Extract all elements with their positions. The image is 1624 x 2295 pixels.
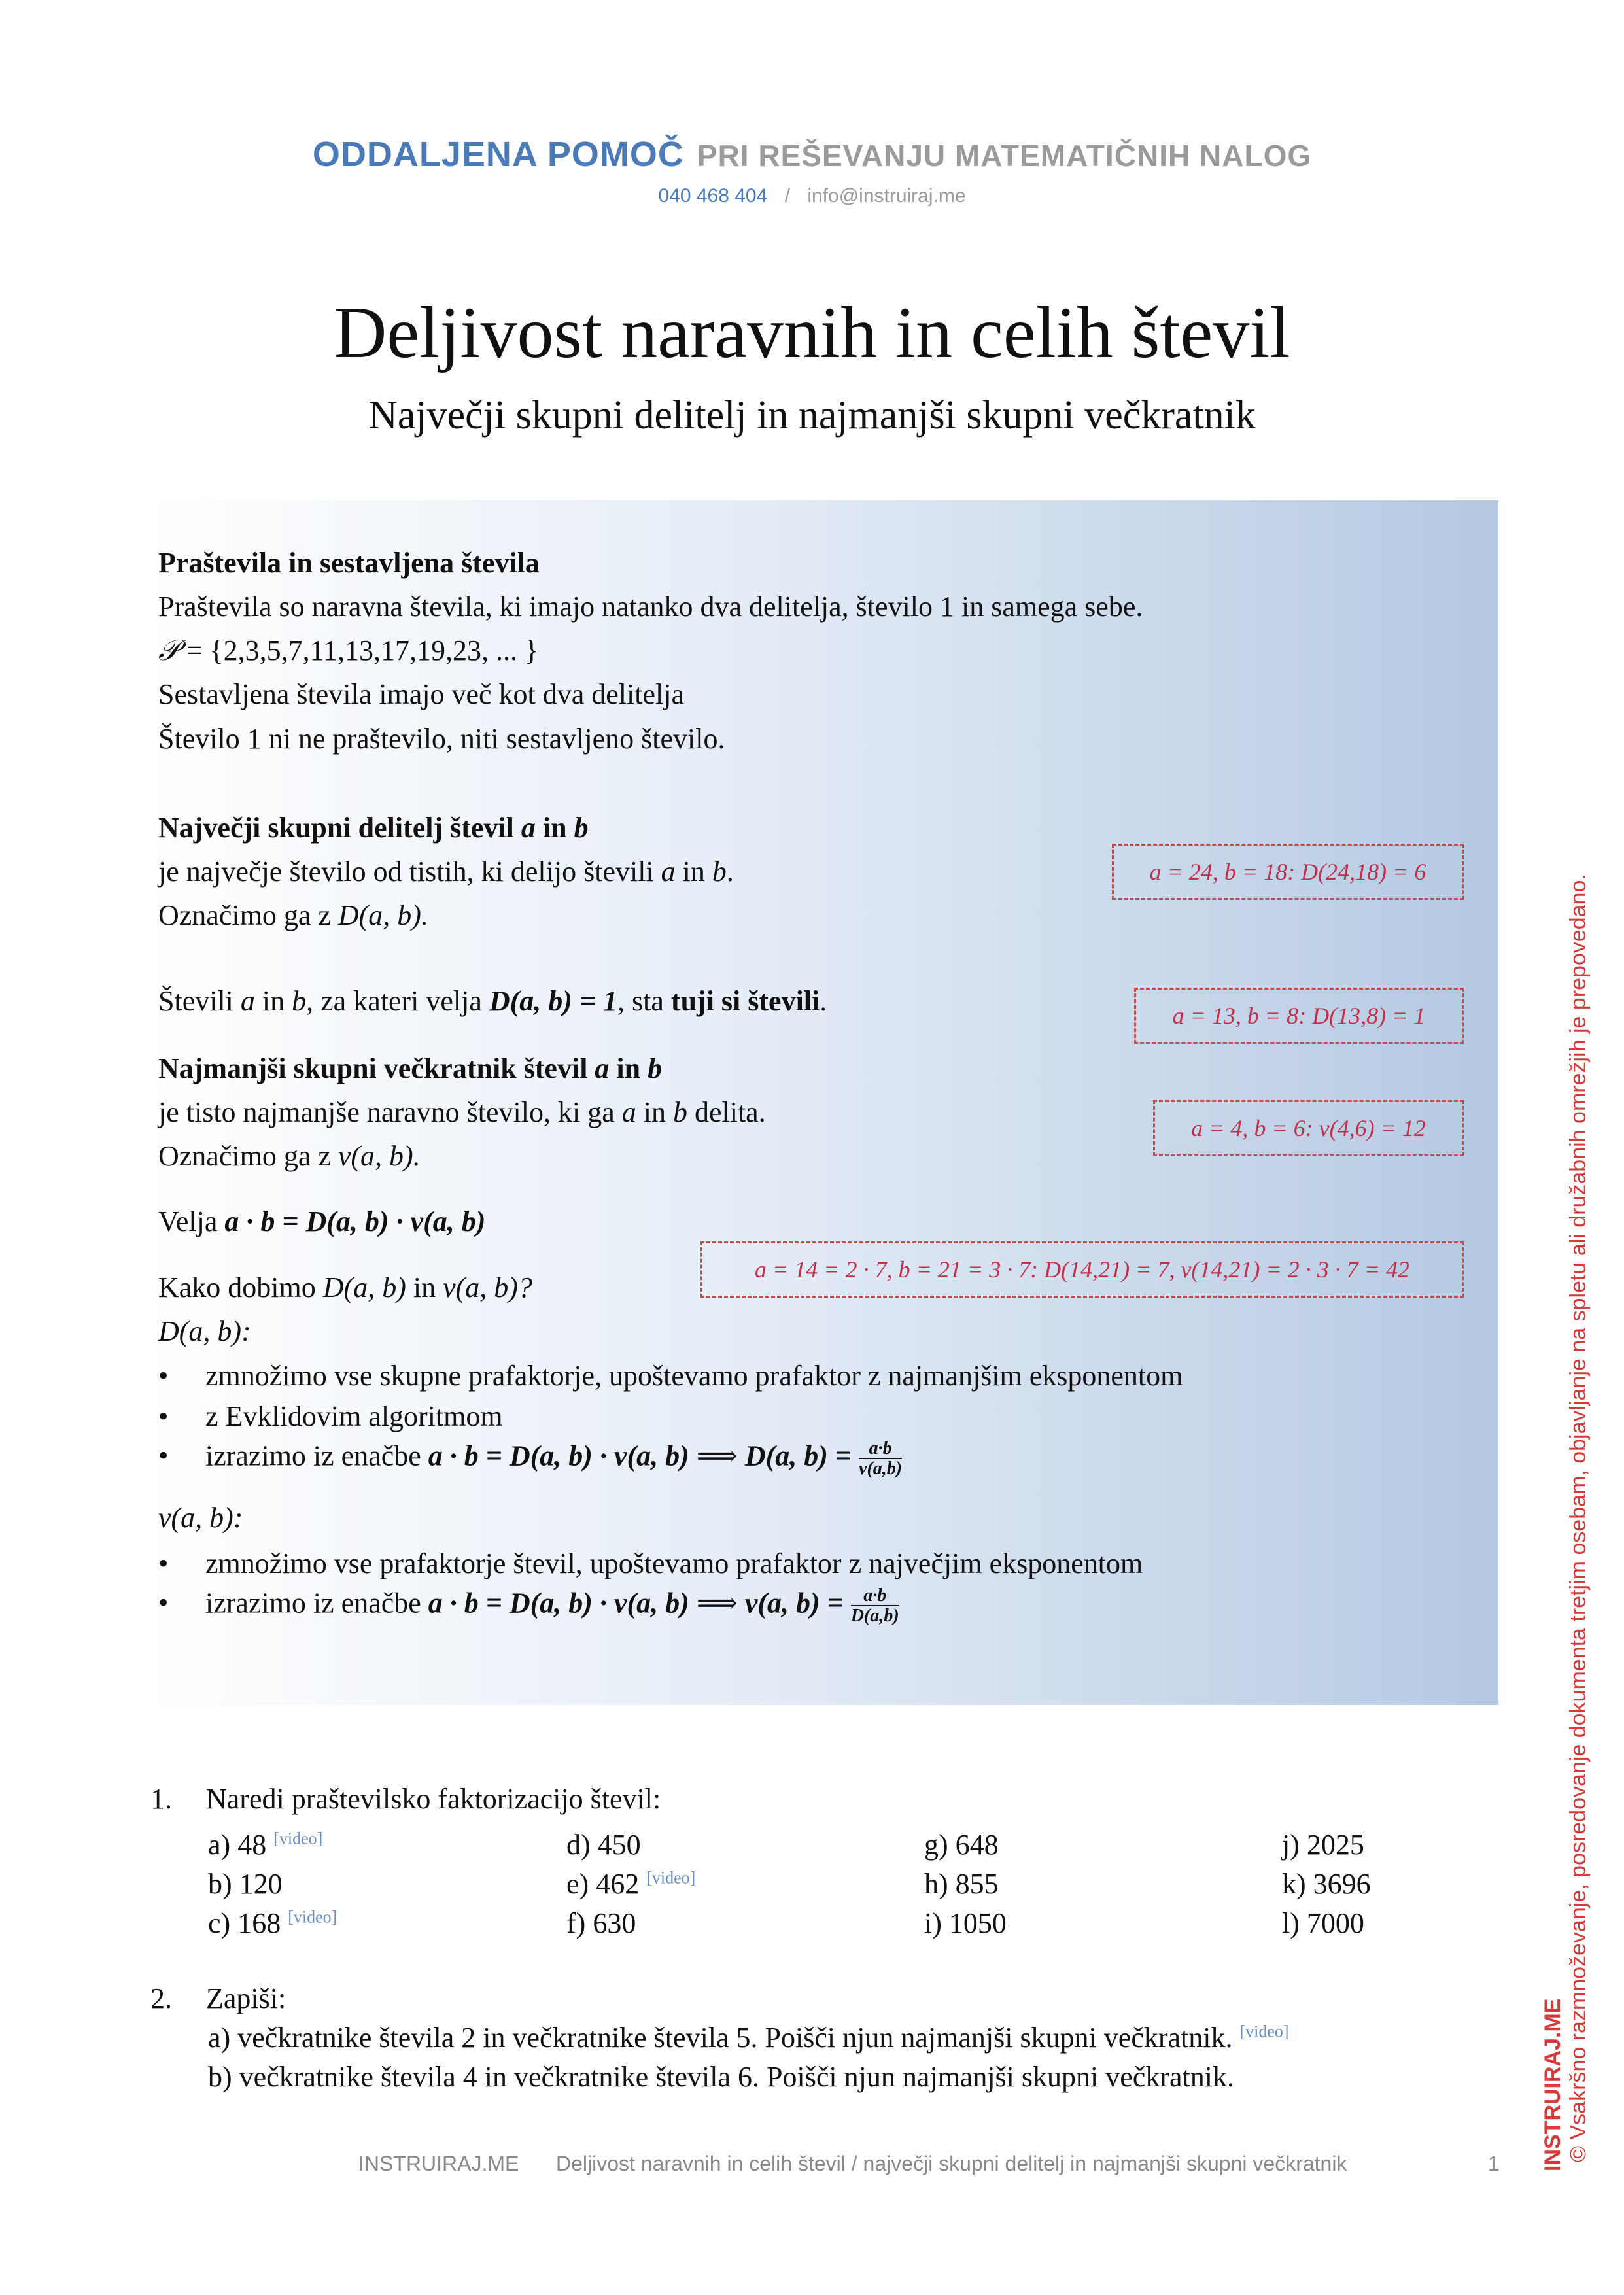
exercise-1-item-f bbox=[566, 1907, 636, 1941]
item-label: h) bbox=[924, 1868, 948, 1900]
sidebar-brand: INSTRUIRAJ.ME bbox=[1540, 1998, 1565, 2171]
header-phone[interactable]: 040 468 404 bbox=[658, 185, 768, 207]
exercise-1-item-d bbox=[566, 1828, 641, 1863]
item-value: 855 bbox=[955, 1868, 999, 1900]
item-value: 7000 bbox=[1306, 1907, 1364, 1939]
relation-formula: a · b = D(a, b) · v(a, b) bbox=[224, 1205, 486, 1237]
implies-arrow: ⟹ bbox=[696, 1440, 738, 1472]
express-text: izrazimo iz enačbe bbox=[205, 1440, 421, 1472]
video-link[interactable]: [video] bbox=[288, 1907, 337, 1927]
relation-formula: a · b = D(a, b) · v(a, b) bbox=[428, 1587, 689, 1619]
lcm-symbol: v(a, b). bbox=[337, 1140, 421, 1172]
item-label: e) bbox=[566, 1868, 589, 1900]
gcd-method-2-text: z Evklidovim algoritmom bbox=[205, 1400, 503, 1432]
item-text: večkratnike števila 4 in večkratnike števila 6. Poišči njun najmanjši skupni večkratnik. bbox=[239, 2061, 1234, 2093]
lcm-heading-text: Najmanjši skupni večkratnik števil bbox=[158, 1052, 588, 1084]
velja-text: Velja bbox=[158, 1205, 218, 1237]
bullet: • bbox=[158, 1360, 169, 1392]
primes-definition: Praštevila so naravna števila, ki imajo natanko dva delitelja, število 1 in samega sebe. bbox=[158, 591, 1143, 623]
exercise-1-item-c bbox=[208, 1907, 337, 1941]
lcm-notation-text: Označimo ga z bbox=[158, 1140, 331, 1172]
word-in: in bbox=[616, 1052, 641, 1084]
exercise-2-number: 2. bbox=[150, 1982, 172, 2014]
gcd-fraction-den: v(a,b) bbox=[859, 1458, 903, 1479]
var-b: b bbox=[712, 855, 727, 888]
lcm-method-2-content bbox=[205, 1586, 899, 1626]
lcm-fraction-num: a·b bbox=[851, 1586, 899, 1606]
lcm-method-2 bbox=[158, 1585, 899, 1627]
gcd-notation bbox=[158, 899, 428, 933]
lcm-def-text: je tisto najmanjše naravno število, ki ga bbox=[158, 1096, 615, 1128]
page-subtitle: Največji skupni delitelj in najmanjši skupni večkratnik bbox=[368, 393, 1256, 438]
item-value: 462 bbox=[596, 1868, 640, 1900]
how-question-d: D(a, b) bbox=[322, 1271, 406, 1303]
composite-definition: Sestavljena števila imajo več kot dva delitelja bbox=[158, 678, 684, 710]
item-label: d) bbox=[566, 1829, 591, 1861]
relation-formula: a · b = D(a, b) · v(a, b) bbox=[428, 1440, 689, 1472]
example-gcd-24-18: a = 24, b = 18: D(24,18) = 6 bbox=[1112, 844, 1464, 900]
bullet: • bbox=[158, 1400, 169, 1432]
primes-set-values: = {2,3,5,7,11,13,17,19,23, ... } bbox=[186, 634, 539, 666]
header-title bbox=[0, 134, 1624, 175]
how-question-text: Kako dobimo bbox=[158, 1271, 316, 1303]
word-in: in bbox=[643, 1096, 666, 1128]
item-value: 168 bbox=[237, 1907, 281, 1939]
exercise-2-text: Zapiši: bbox=[206, 1982, 286, 2014]
var-b: b bbox=[292, 985, 307, 1017]
implies-arrow: ⟹ bbox=[696, 1587, 738, 1619]
page-title: Deljivost naravnih in celih števil bbox=[334, 292, 1290, 373]
exercise-1-item-e bbox=[566, 1867, 695, 1902]
example-lcm-4-6: a = 4, b = 6: v(4,6) = 12 bbox=[1153, 1100, 1464, 1156]
word-in: in bbox=[542, 812, 567, 844]
item-label: b) bbox=[208, 1868, 232, 1900]
coprime-text-3: , sta bbox=[617, 985, 664, 1017]
express-text: izrazimo iz enačbe bbox=[205, 1587, 421, 1619]
var-b: b bbox=[672, 1096, 687, 1128]
item-label: c) bbox=[208, 1907, 231, 1939]
lcm-definition bbox=[158, 1096, 766, 1130]
header-separator: / bbox=[784, 185, 790, 207]
item-value: 1050 bbox=[948, 1907, 1007, 1939]
video-link[interactable]: [video] bbox=[646, 1868, 696, 1888]
exercise-1-item-j bbox=[1282, 1828, 1364, 1863]
bullet: • bbox=[158, 1587, 169, 1619]
relation bbox=[158, 1205, 485, 1239]
one-note: Število 1 ni ne praštevilo, niti sestavljeno število. bbox=[158, 723, 725, 755]
item-label: a) bbox=[208, 2022, 231, 2054]
primes-set bbox=[158, 634, 538, 668]
exercise-2-item-a bbox=[208, 2021, 1289, 2056]
footer-page-number: 1 bbox=[1488, 2152, 1500, 2175]
var-a: a bbox=[240, 985, 255, 1017]
word-in: in bbox=[262, 985, 285, 1017]
item-value: 120 bbox=[239, 1868, 283, 1900]
exercise-1-text: Naredi praštevilsko faktorizacijo števil: bbox=[206, 1783, 661, 1815]
lcm-notation bbox=[158, 1139, 421, 1174]
sidebar-notice bbox=[1540, 831, 1593, 2171]
how-question bbox=[158, 1271, 532, 1305]
lcm-fraction-den: D(a,b) bbox=[850, 1606, 899, 1627]
video-link[interactable]: [video] bbox=[1239, 2022, 1289, 2041]
exercise-1-item-h bbox=[924, 1867, 999, 1902]
example-gcd-lcm-14-21: a = 14 = 2 · 7, b = 21 = 3 · 7: D(14,21) = 7, v(14,21) = 2 · 3 · 7 = 42 bbox=[700, 1241, 1464, 1298]
exercise-1-item-i bbox=[924, 1907, 1007, 1941]
exercise-1-item-a bbox=[208, 1828, 322, 1863]
item-label: f) bbox=[566, 1907, 586, 1939]
footer-doc-title: Deljivost naravnih in celih števil / največji skupni delitelj in najmanjši skupni večkratnik bbox=[556, 2152, 1347, 2175]
coprime-formula: D(a, b) = 1 bbox=[489, 985, 618, 1017]
var-a: a bbox=[595, 1052, 610, 1084]
item-value: 3696 bbox=[1313, 1868, 1371, 1900]
video-link[interactable]: [video] bbox=[273, 1829, 323, 1848]
gcd-def-text: je največje število od tistih, ki delijo števili bbox=[158, 855, 654, 888]
gcd-symbol: D(a, b). bbox=[337, 899, 428, 931]
how-question-v: v(a, b)? bbox=[443, 1271, 532, 1303]
gcd-definition: je največje število od tistih, ki delijo števili a in b. bbox=[158, 855, 734, 888]
gcd-method-3 bbox=[158, 1438, 903, 1479]
bullet: • bbox=[158, 1547, 169, 1579]
example-gcd-13-8: a = 13, b = 8: D(13,8) = 1 bbox=[1134, 988, 1464, 1044]
item-label: l) bbox=[1282, 1907, 1300, 1939]
gcd-method-1 bbox=[158, 1359, 1183, 1394]
coprime-text-1: Števili bbox=[158, 985, 233, 1017]
gcd-fraction bbox=[859, 1439, 902, 1479]
item-label: j) bbox=[1282, 1829, 1300, 1861]
exercise-1-item-b bbox=[208, 1867, 283, 1902]
var-b: b bbox=[648, 1052, 663, 1084]
item-label: a) bbox=[208, 1829, 231, 1861]
gcd-notation-text: Označimo ga z bbox=[158, 899, 331, 931]
lcm-method-1 bbox=[158, 1547, 1143, 1581]
lcm-methods-label: v(a, b): bbox=[158, 1502, 243, 1534]
gcd-formula: D(a, b) = bbox=[744, 1440, 852, 1472]
gcd-heading-text: Največji skupni delitelj števil bbox=[158, 812, 514, 844]
gcd-heading bbox=[158, 811, 589, 846]
lcm-def-text-2: delita. bbox=[694, 1096, 766, 1128]
bullet: • bbox=[158, 1440, 169, 1472]
header-title-bold: ODDALJENA POMOČ bbox=[312, 135, 684, 174]
word-in: in bbox=[682, 855, 705, 888]
primes-heading: Praštevila in sestavljena števila bbox=[158, 547, 540, 579]
exercise-1-item-g bbox=[924, 1828, 999, 1863]
gcd-fraction-num: a·b bbox=[859, 1439, 902, 1459]
exercise-1-item-k bbox=[1282, 1867, 1371, 1902]
item-value: 648 bbox=[955, 1829, 999, 1861]
var-a: a bbox=[661, 855, 676, 888]
item-value: 450 bbox=[597, 1829, 641, 1861]
gcd-methods-label: D(a, b): bbox=[158, 1315, 251, 1347]
gcd-method-1-text: zmnožimo vse skupne prafaktorje, upoštevamo prafaktor z najmanjšim eksponentom bbox=[205, 1360, 1183, 1392]
item-label: i) bbox=[924, 1907, 942, 1939]
lcm-method-1-text: zmnožimo vse prafaktorje števil, upoštevamo prafaktor z največjim eksponentom bbox=[205, 1547, 1143, 1579]
header-email[interactable]: info@instruiraj.me bbox=[807, 185, 966, 207]
gcd-method-2 bbox=[158, 1400, 503, 1434]
lcm-formula: v(a, b) = bbox=[744, 1587, 844, 1619]
item-label: b) bbox=[208, 2061, 232, 2093]
word-in: in bbox=[413, 1271, 436, 1303]
coprime-text-2: , za kateri velja bbox=[306, 985, 482, 1017]
gcd-method-3-content bbox=[205, 1439, 902, 1479]
header-title-rest: PRI REŠEVANJU MATEMATIČNIH NALOG bbox=[697, 139, 1312, 173]
coprime-statement: Števili a in b, za kateri velja D(a, b) = 1, sta tuji si števili. bbox=[158, 985, 827, 1017]
header-contact bbox=[0, 185, 1624, 207]
coprime-term: tuji si števili bbox=[670, 985, 820, 1017]
item-value: 2025 bbox=[1306, 1829, 1364, 1861]
exercise-2-item-b bbox=[208, 2060, 1234, 2095]
lcm-fraction bbox=[851, 1586, 899, 1626]
footer-brand: INSTRUIRAJ.ME bbox=[358, 2152, 519, 2175]
primes-set-symbol: 𝒫 bbox=[158, 634, 179, 666]
lcm-heading bbox=[158, 1052, 662, 1086]
exercise-1-number: 1. bbox=[150, 1783, 172, 1815]
item-value: 630 bbox=[593, 1907, 636, 1939]
sidebar-copyright: © Vsakršno razmnoževanje, posredovanje dokumenta tretjim osebam, objavljanje na spletu ali družabnih omrežjih je prepovedano. bbox=[1566, 874, 1591, 2162]
var-b: b bbox=[574, 812, 589, 844]
exercise-1-item-l bbox=[1282, 1907, 1364, 1941]
var-a: a bbox=[621, 1096, 636, 1128]
item-value: 48 bbox=[237, 1829, 267, 1861]
item-text: večkratnike števila 2 in večkratnike števila 5. Poišči njun najmanjši skupni večkratnik. bbox=[237, 2022, 1233, 2054]
item-label: k) bbox=[1282, 1868, 1306, 1900]
item-label: g) bbox=[924, 1829, 948, 1861]
var-a: a bbox=[521, 812, 536, 844]
